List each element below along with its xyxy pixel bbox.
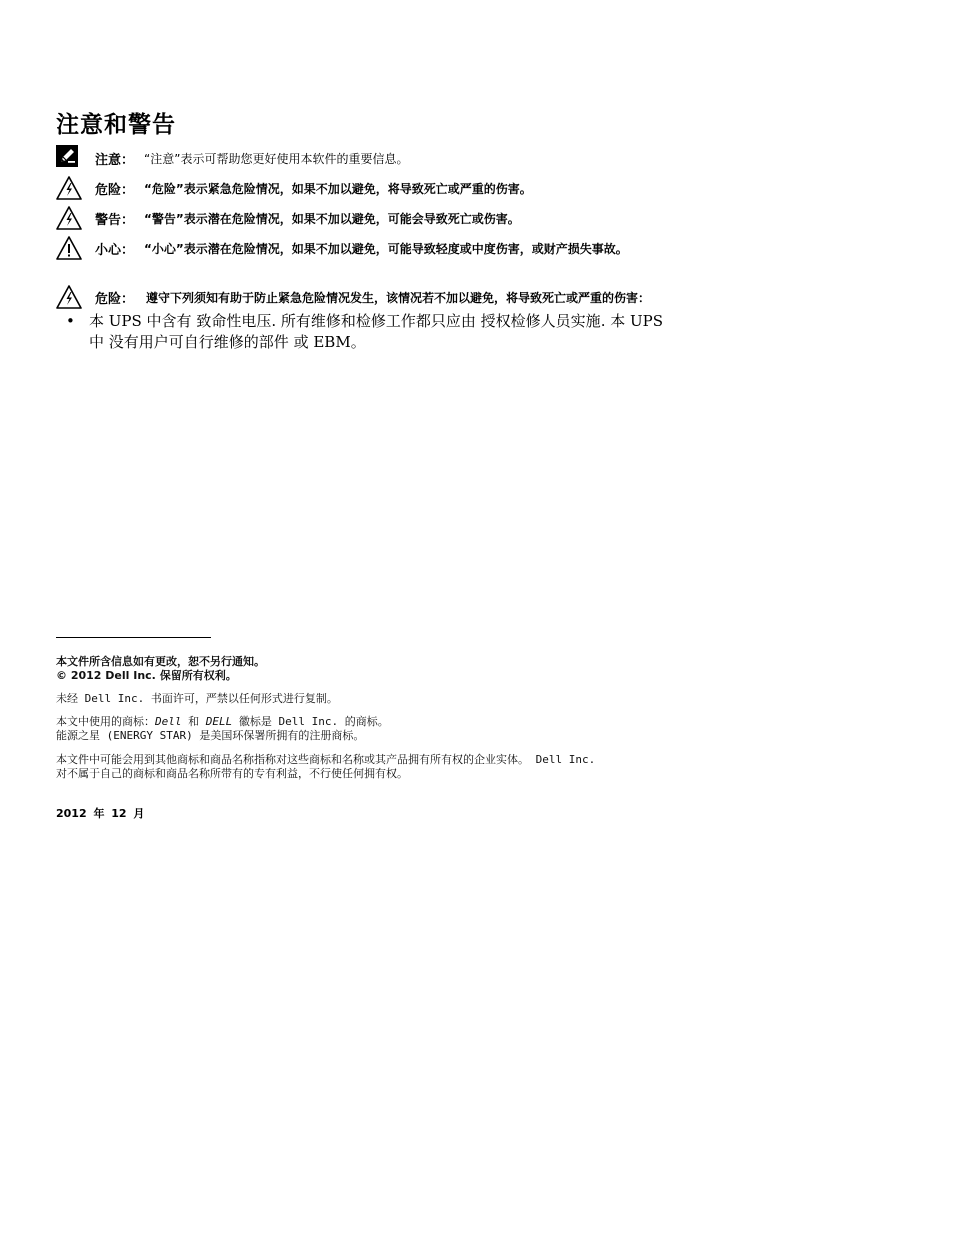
warning-text: “警告”表示潜在危险情况，如果不加以避免，可能会导致死亡或伤害。 [144, 211, 520, 226]
list-item [66, 311, 766, 353]
legal-text: 未经 Dell Inc. 书面许可，严禁以任何形式进行复制。 [56, 692, 338, 705]
bullet-line-2 [89, 332, 766, 353]
danger-notice [56, 175, 532, 201]
danger-label: 危险： [95, 182, 135, 198]
bullet-text: 中 [89, 333, 105, 351]
note-notice [56, 145, 408, 171]
warning-notice [56, 205, 520, 231]
legal-notice-change [56, 655, 265, 683]
danger-text: “危险”表示紧急危险情况，如果不加以避免，将导致死亡或严重的伤害。 [144, 181, 532, 196]
danger-instructions-label: 危险： [95, 291, 135, 307]
emphasis-text: 致命性电压 [196, 312, 272, 330]
publication-date: 2012 年 12 月 [56, 807, 145, 820]
divider [56, 637, 211, 638]
note-text: “注意”表示可帮助您更好使用本软件的重要信息。 [144, 151, 409, 166]
electric-hazard-icon [56, 205, 82, 231]
bullet-text: . 本 UPS [600, 312, 664, 330]
legal-text: 对不属于自己的商标和商品名称所带有的专有利益，不行使任何拥有权。 [56, 767, 408, 780]
page-title: 注意和警告 [56, 112, 176, 138]
electric-hazard-icon [56, 284, 82, 310]
bullet-text: . 所有维修和检修工作都只应由 [271, 312, 476, 330]
trademark-dell-logo: DELL [205, 715, 233, 728]
legal-text [56, 715, 389, 729]
legal-text: 本文件中可能会用到其他商标和商品名称指称对这些商标和名称或其产品拥有所有权的企业实体。 Dell Inc. [56, 753, 596, 766]
electric-hazard-icon [56, 175, 82, 201]
legal-reproduction [56, 692, 338, 706]
caution-label: 小心： [95, 242, 135, 258]
emphasis-text: 授权检修人员实施 [480, 312, 601, 330]
legal-trademarks [56, 715, 389, 743]
bullet-text: 或 EBM。 [293, 333, 366, 351]
legal-text: 能源之星 (ENERGY STAR) 是美国环保署所拥有的注册商标。 [56, 729, 365, 742]
caution-notice [56, 235, 628, 261]
warning-label: 警告： [95, 212, 135, 228]
bullet-line-1 [89, 311, 766, 332]
note-label: 注意： [95, 152, 135, 168]
legal-text: 本文件所含信息如有更改，恕不另行通知。 [56, 655, 265, 668]
legal-fragment: 徽标是 Dell Inc. 的商标。 [238, 715, 389, 728]
pencil-note-icon [56, 145, 82, 171]
caution-triangle-icon [56, 235, 82, 261]
bullet-text: 本 UPS 中含有 [89, 312, 192, 330]
caution-text: “小心”表示潜在危险情况，如果不加以避免，可能导致轻度或中度伤害，或财产损失事故。 [144, 241, 628, 256]
emphasis-text: 没有用户可自行维修的部件 [108, 333, 289, 351]
trademark-dell: Dell [155, 715, 182, 728]
bullet-marker: • [66, 312, 75, 330]
legal-fragment: 本文中使用的商标： [56, 715, 155, 728]
danger-instructions-text: 遵守下列须知有助于防止紧急危险情况发生，该情况若不加以避免，将导致死亡或严重的伤害： [146, 290, 651, 305]
copyright-text: © 2012 Dell Inc. 保留所有权利。 [56, 669, 237, 682]
legal-other-marks [56, 753, 595, 781]
legal-fragment: 和 [188, 715, 200, 728]
danger-instructions-notice [56, 284, 650, 310]
